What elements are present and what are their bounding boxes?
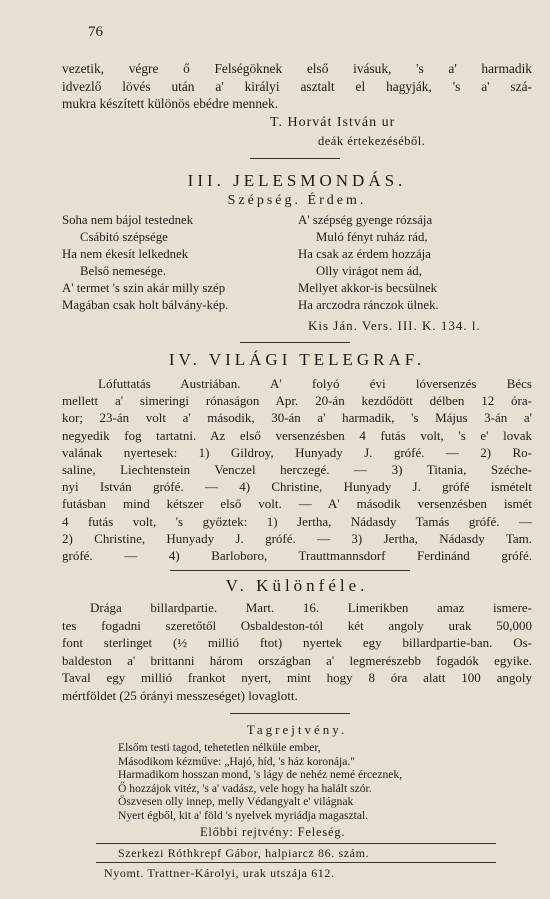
poem-line: Ha csak az érdem hozzája — [298, 247, 431, 261]
page-number: 76 — [88, 24, 103, 40]
riddle-line: Nyert égből, kit a' föld 's nyelvek myriádja magasztal. — [118, 808, 369, 822]
previous-riddle-answer: Előbbi rejtvény: Feleség. — [200, 825, 346, 839]
intro-author: T. Horvát István ur — [270, 115, 396, 130]
divider — [170, 570, 410, 571]
intro-paragraph — [62, 60, 532, 113]
divider — [240, 342, 350, 343]
section-heading: III. JELESMONDÁS. — [187, 171, 407, 190]
intro-line: vezetik, végre ő Felségöknek első ivásuk, 's a' harmadik — [62, 61, 532, 76]
intro-line: mukra készített különös ebédre mennek. — [62, 96, 279, 112]
riddle-verse — [118, 741, 402, 823]
riddle-line: Öszvesen olly innep, melly Védangyalt e' világnak — [118, 795, 354, 809]
poem-line: Mellyet akkor-is becsülnek — [298, 281, 438, 295]
intro-line: idvezlő lövés után a' királyi asztalt el hagyják, 's a' szá- — [62, 78, 532, 94]
telegraph-line: 4 futás volt, 's győztek: 1) Jertha, Nádasdy Tamás grófé. — — [62, 513, 532, 529]
riddle-line: Másodikom kézműve: „Hajó, híd, 's ház koronája." — [118, 754, 356, 768]
intro-source: deák értekezéséből. — [318, 134, 426, 148]
telegraph-line: mellett a' simeringi rónaságon Apr. 20-án kezdődött délben 12 óra- — [62, 393, 532, 409]
footer-rule — [96, 862, 496, 863]
miscellany-line: mértföldet (25 órányi messzeséget) lovaglott. — [62, 687, 298, 703]
riddle-line: Elsőm testi tagod, tehetetlen nélküle ember, — [118, 741, 321, 754]
printer-line: Nyomt. Trattner-Károlyi, urak utszája 612. — [104, 866, 335, 880]
divider — [230, 713, 350, 714]
telegraph-line: valának nyertesek: 1) Gildroy, Hunyady J. grófé. — 2) Ro- — [62, 444, 532, 460]
section-subheading: Szépség. Érdem. — [227, 193, 367, 208]
miscellany-line: font sterlinget (½ millió ftot) nyertek egy billardpartie-ban. Os- — [62, 635, 532, 651]
telegraph-line: saline, Liechtenstein Venczel herczegé. — 3) Titania, Széche- — [62, 462, 532, 478]
poem-line: A' termet 's szin akár milly szép — [62, 281, 226, 295]
riddle-line: Ő hozzájok vitéz, 's a' vadász, vele hogy ha halált szór. — [118, 781, 372, 795]
poem-line: Csábitó szépsége — [80, 230, 168, 244]
miscellany-line: baldeston a' brittanni három országban a' legmerészebb fogadók egyike. — [62, 652, 532, 668]
divider — [250, 158, 340, 159]
poem-line: Soha nem bájol testednek — [62, 213, 194, 227]
miscellany-paragraph — [62, 599, 532, 705]
poem-line: Magában csak holt bálvány-kép. — [62, 298, 229, 312]
telegraph-line: nyi István grófé. — 4) Christine, Hunyady J. grófé ismételt — [62, 479, 532, 495]
poem-line: Olly virágot nem ád, — [316, 264, 422, 278]
poem-citation: Kis Ján. Vers. III. K. 134. l. — [308, 318, 481, 333]
poem-line: Muló fényt ruház rád, — [316, 230, 428, 244]
telegraph-line: futásban mind kétszer első volt. — A' második versenzésben ismét — [62, 496, 532, 512]
riddle-line: Harmadikom hosszan mond, 's lágy de nehéz nemé érceznek, — [118, 768, 403, 782]
poem-right-column — [298, 212, 439, 314]
telegraph-line: grófé. — 4) Barloboro, Trauttmannsdorf Ferdinánd grófé. — [62, 548, 532, 564]
poem-left-column — [62, 212, 228, 314]
poem-line: Ha nem ékesít lelkednek — [62, 247, 189, 261]
poem-line: Ha arczodra ránczok ülnek. — [298, 298, 439, 312]
poem-line: Belső nemesége. — [80, 264, 166, 278]
miscellany-line: Taval egy millió frankot nyert, mint hogy 8 óra alatt 100 angoly — [62, 670, 532, 686]
editor-line: Szerkezi Róthkrepf Gábor, halpiarcz 86. szám. — [118, 846, 370, 860]
section-heading: V. Különféle. — [225, 576, 369, 595]
footer-rule — [96, 843, 496, 844]
miscellany-line: Drága billardpartie. Mart. 16. Limerikben amaz ismere- — [90, 600, 532, 615]
telegraph-line: negyedik fog tartatni. Az első versenzésben 4 futás volt, 's e' lovak — [62, 427, 532, 443]
riddle-title: Tagrejtvény. — [246, 722, 348, 737]
telegraph-paragraph — [62, 375, 532, 564]
telegraph-line: kor; 23-án volt a' második, 30-án a' harmadik, 's Május 3-án a' — [62, 410, 532, 426]
poem-line: A' szépség gyenge rózsája — [298, 213, 433, 227]
section-heading: IV. VILÁGI TELEGRAF. — [168, 350, 426, 369]
telegraph-line: Lófuttatás Austriában. A' folyó évi lóversenzés Bécs — [98, 376, 532, 391]
telegraph-line: 2) Christine, Hunyady J. grófé. — 3) Jertha, Nádasdy Tam. — [62, 530, 532, 546]
miscellany-line: tes fogadni szeretőtől Osbaldeston-tól két angoly urak 50,000 — [62, 617, 532, 633]
